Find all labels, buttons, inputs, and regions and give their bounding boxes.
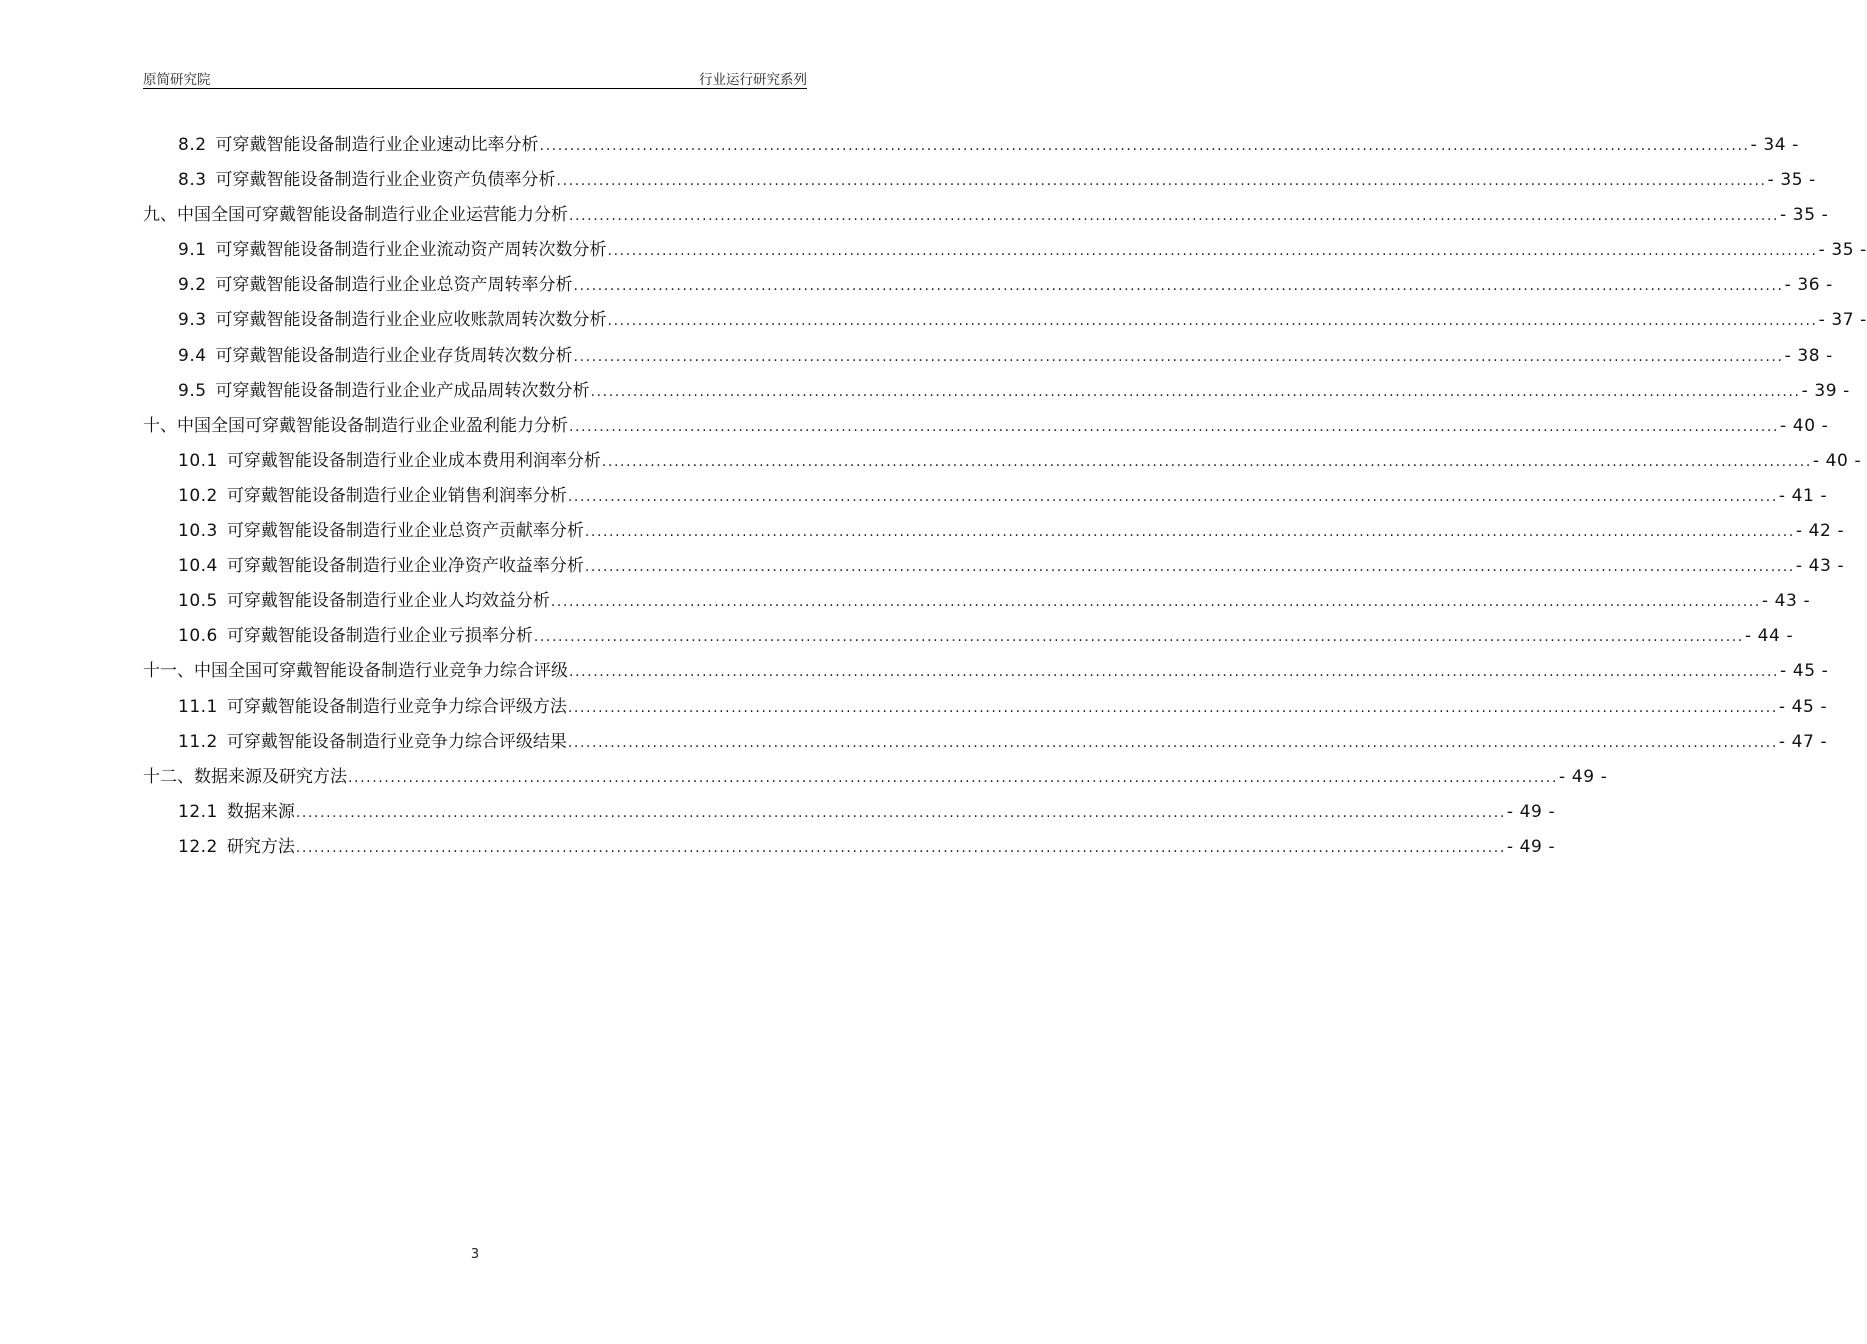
toc-entry[interactable] [143, 163, 1816, 198]
toc-leader-dots: ........................................................................................................................................................................................................ [556, 173, 1767, 190]
toc-entry-title: 可穿戴智能设备制造行业企业净资产收益率分析 [226, 556, 584, 577]
toc-entry-title: 可穿戴智能设备制造行业竞争力综合评级方法 [226, 696, 567, 717]
toc-leader-dots: ........................................................................................................................................................................................................ [607, 313, 1818, 330]
toc-entry-title: 可穿戴智能设备制造行业竞争力综合评级结果 [226, 731, 567, 752]
toc-entry-page: - 40 - [1780, 415, 1829, 436]
toc-entry-page: - 38 - [1784, 345, 1833, 366]
toc-leader-dots: ........................................................................................................................................................................................................ [567, 488, 1778, 505]
toc-entry-number: 9.3 [178, 310, 207, 331]
toc-entry[interactable] [143, 233, 1867, 268]
toc-leader-dots: ........................................................................................................................................................................................................ [567, 699, 1778, 716]
toc-leader-dots: ........................................................................................................................................................................................................ [573, 348, 1784, 365]
toc-entry[interactable] [143, 549, 1845, 584]
toc-entry-number: 8.2 [178, 135, 207, 155]
toc-entry-page: - 44 - [1744, 626, 1794, 647]
toc-entry-title: 可穿戴智能设备制造行业企业资产负债率分析 [215, 170, 556, 191]
toc-entry-title: 十二、数据来源及研究方法 [143, 766, 347, 787]
table-of-contents [143, 128, 1867, 865]
toc-entry-page: - 35 - [1780, 205, 1829, 226]
toc-leader-dots: ........................................................................................................................................................................................................ [584, 559, 1795, 576]
toc-entry-page: - 47 - [1778, 731, 1828, 752]
toc-entry-title: 研究方法 [226, 836, 295, 857]
toc-entry[interactable] [143, 760, 1608, 795]
toc-entry-number: 10.1 [178, 450, 218, 471]
toc-entry[interactable] [143, 795, 1556, 830]
toc-entry-page: - 34 - [1750, 135, 1799, 155]
toc-entry-page: - 45 - [1778, 696, 1828, 717]
toc-entry-title: 可穿戴智能设备制造行业企业销售利润率分析 [226, 485, 567, 506]
toc-entry-number: 9.1 [178, 240, 207, 261]
toc-entry-page: - 45 - [1780, 661, 1829, 682]
toc-entry[interactable] [143, 479, 1828, 514]
toc-entry[interactable] [143, 654, 1829, 689]
toc-entry[interactable] [143, 725, 1828, 760]
toc-leader-dots: ........................................................................................................................................................................................................ [550, 594, 1761, 611]
toc-entry-title: 可穿戴智能设备制造行业企业存货周转次数分析 [215, 345, 573, 366]
toc-entry-number: 10.6 [178, 626, 218, 647]
toc-entry-title: 可穿戴智能设备制造行业企业产成品周转次数分析 [215, 380, 590, 401]
toc-leader-dots: ........................................................................................................................................................................................................ [607, 243, 1818, 260]
toc-leader-dots: ........................................................................................................................................................................................................ [573, 278, 1784, 295]
toc-entry-number: 12.2 [178, 836, 218, 857]
header-series-name: 行业运行研究系列 [699, 72, 807, 88]
toc-entry[interactable] [143, 303, 1867, 338]
toc-entry-title: 十、中国全国可穿戴智能设备制造行业企业盈利能力分析 [143, 415, 568, 436]
toc-entry[interactable] [143, 268, 1833, 303]
toc-entry-page: - 39 - [1801, 380, 1850, 401]
toc-entry-number: 9.4 [178, 345, 207, 366]
toc-entry-number: 8.3 [178, 170, 207, 191]
toc-entry-number: 10.3 [178, 521, 218, 542]
toc-entry-title: 数据来源 [226, 801, 295, 822]
toc-entry-title: 可穿戴智能设备制造行业企业人均效益分析 [226, 591, 550, 612]
toc-leader-dots: ........................................................................................................................................................................................................ [348, 769, 1559, 786]
toc-entry-number: 12.1 [178, 801, 218, 822]
toc-leader-dots: ........................................................................................................................................................................................................ [584, 524, 1795, 541]
toc-entry-number: 11.1 [178, 696, 218, 717]
toc-entry[interactable] [143, 584, 1811, 619]
toc-entry-page: - 40 - [1812, 450, 1862, 471]
toc-entry-number: 9.2 [178, 275, 207, 296]
toc-leader-dots: ........................................................................................................................................................................................................ [569, 208, 1780, 225]
toc-leader-dots: ........................................................................................................................................................................................................ [295, 804, 1506, 821]
page-number: 3 [470, 1247, 480, 1262]
toc-entry-title: 可穿戴智能设备制造行业企业应收账款周转次数分析 [215, 310, 607, 331]
toc-entry-page: - 35 - [1818, 240, 1867, 261]
toc-entry-page: - 49 - [1506, 801, 1556, 822]
toc-leader-dots: ........................................................................................................................................................................................................ [533, 629, 1744, 646]
toc-entry-title: 十一、中国全国可穿戴智能设备制造行业竞争力综合评级 [143, 661, 568, 682]
page-header [143, 64, 807, 89]
toc-leader-dots: ........................................................................................................................................................................................................ [295, 839, 1506, 856]
toc-leader-dots: ........................................................................................................................................................................................................ [569, 664, 1780, 681]
toc-entry[interactable] [143, 128, 1799, 163]
toc-entry-page: - 49 - [1506, 836, 1556, 857]
toc-entry-page: - 43 - [1795, 556, 1845, 577]
header-org-name: 原简研究院 [143, 72, 211, 88]
toc-entry[interactable] [143, 690, 1828, 725]
toc-entry-title: 可穿戴智能设备制造行业企业总资产贡献率分析 [226, 521, 584, 542]
toc-entry-title: 可穿戴智能设备制造行业企业成本费用利润率分析 [226, 450, 601, 471]
toc-entry-page: - 35 - [1767, 170, 1816, 191]
toc-entry[interactable] [143, 409, 1829, 444]
toc-leader-dots: ........................................................................................................................................................................................................ [590, 383, 1801, 400]
toc-entry-page: - 37 - [1818, 310, 1867, 331]
toc-entry-title: 九、中国全国可穿戴智能设备制造行业企业运营能力分析 [143, 205, 568, 226]
toc-entry[interactable] [143, 830, 1556, 865]
toc-entry-page: - 41 - [1778, 485, 1828, 506]
toc-entry-number: 10.5 [178, 591, 218, 612]
toc-entry[interactable] [143, 198, 1829, 233]
toc-entry-page: - 36 - [1784, 275, 1833, 296]
toc-entry-number: 11.2 [178, 731, 218, 752]
toc-entry-number: 10.4 [178, 556, 218, 577]
toc-leader-dots: ........................................................................................................................................................................................................ [539, 138, 1750, 154]
toc-entry[interactable] [143, 514, 1845, 549]
toc-entry[interactable] [143, 619, 1794, 654]
toc-leader-dots: ........................................................................................................................................................................................................ [569, 418, 1780, 435]
toc-entry[interactable] [143, 444, 1862, 479]
toc-entry-page: - 43 - [1761, 591, 1811, 612]
toc-leader-dots: ........................................................................................................................................................................................................ [601, 453, 1812, 470]
toc-entry-title: 可穿戴智能设备制造行业企业总资产周转率分析 [215, 275, 573, 296]
toc-entry[interactable] [143, 339, 1833, 374]
toc-entry-title: 可穿戴智能设备制造行业企业亏损率分析 [226, 626, 533, 647]
toc-leader-dots: ........................................................................................................................................................................................................ [567, 734, 1778, 751]
toc-entry-title: 可穿戴智能设备制造行业企业速动比率分析 [215, 135, 539, 155]
toc-entry-number: 9.5 [178, 380, 207, 401]
toc-entry[interactable] [143, 374, 1850, 409]
toc-entry-page: - 49 - [1559, 766, 1608, 787]
toc-entry-title: 可穿戴智能设备制造行业企业流动资产周转次数分析 [215, 240, 607, 261]
toc-entry-number: 10.2 [178, 485, 218, 506]
toc-entry-page: - 42 - [1795, 521, 1845, 542]
